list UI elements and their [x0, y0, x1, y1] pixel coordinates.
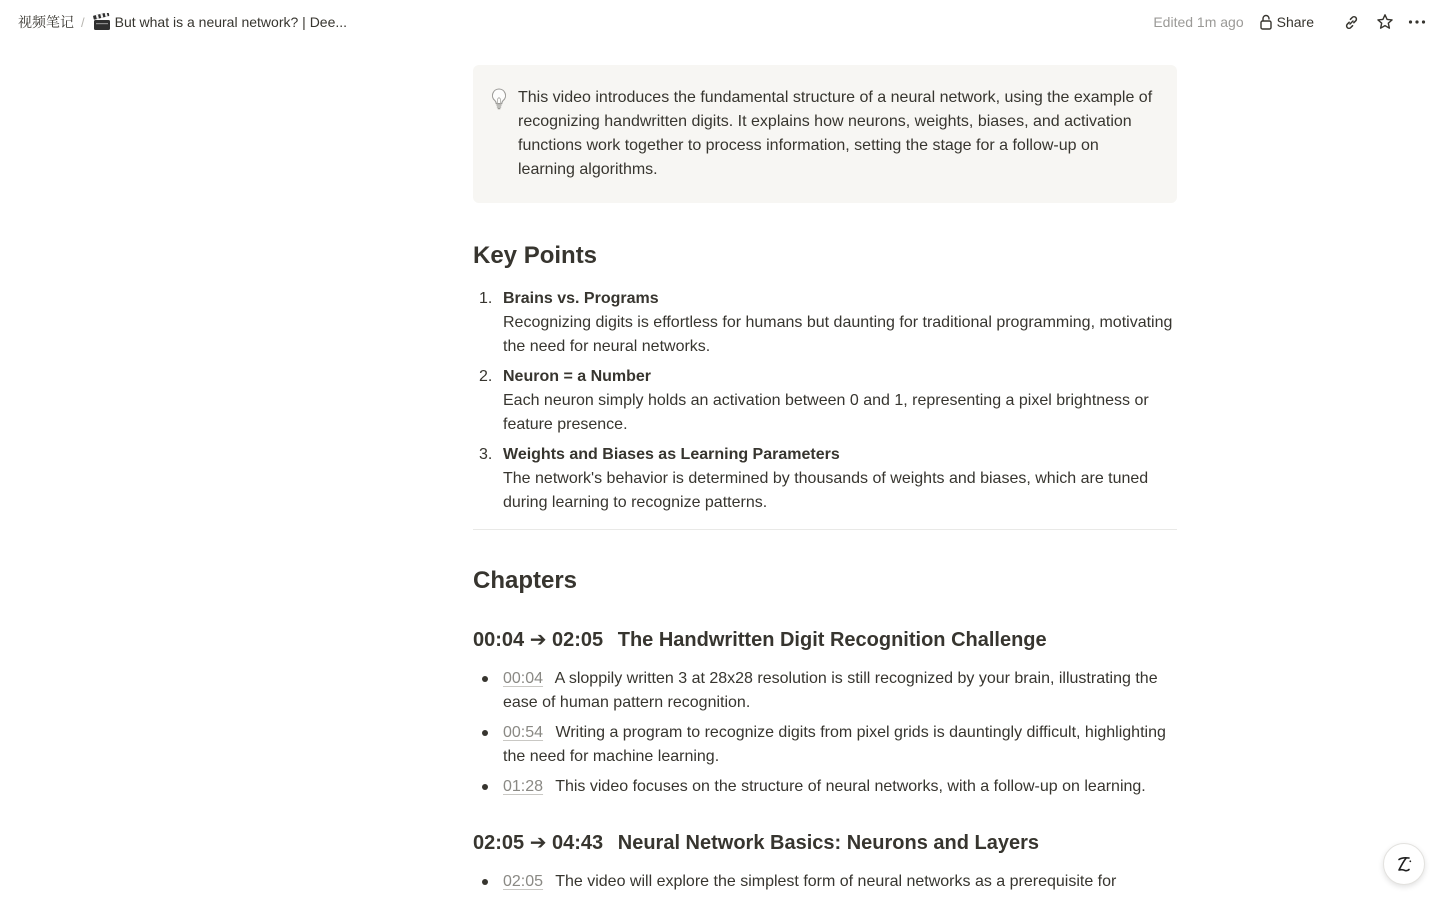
- key-point-title: Neuron = a Number: [503, 368, 652, 385]
- more-icon[interactable]: [1406, 11, 1428, 33]
- key-point-text: The network's behavior is determined by thousands of weights and biases, which are tuned during learning to recognize patterns.: [503, 470, 1149, 511]
- clapper-board-icon: [92, 13, 112, 31]
- list-item: [473, 775, 1177, 799]
- point-text: This video focuses on the structure of neural networks, with a follow-up on learning.: [555, 778, 1146, 795]
- bullet: [473, 870, 503, 894]
- chapter-heading: [473, 626, 1177, 654]
- timestamp-link[interactable]: 00:04: [503, 670, 544, 687]
- list-number: 2.: [479, 368, 493, 385]
- key-point-title: Brains vs. Programs: [503, 290, 659, 307]
- key-points-list: [473, 287, 1177, 515]
- lock-icon: [1260, 14, 1272, 30]
- bullet: [473, 775, 503, 799]
- ai-assistant-button[interactable]: [1383, 843, 1425, 885]
- list-number: 1.: [479, 290, 493, 307]
- ai-assistant-icon: [1393, 853, 1415, 875]
- star-icon[interactable]: [1374, 11, 1396, 33]
- key-points-heading: Key Points: [473, 242, 598, 269]
- breadcrumb-page-title: But what is a neural network? | Dee...: [114, 14, 348, 30]
- key-point-text: Recognizing digits is effortless for humans but daunting for traditional programming, motivating the need for neural networks.: [503, 314, 1173, 355]
- chapter-time-range: 00:04 ➔ 02:05: [473, 629, 604, 651]
- breadcrumb: [18, 12, 347, 32]
- key-point-text: Each neuron simply holds an activation between 0 and 1, representing a pixel brightness or feature presence.: [503, 392, 1149, 433]
- point-text: A sloppily written 3 at 28x28 resolution is still recognized by your brain, illustrating the ease of human pattern recognition.: [503, 670, 1158, 711]
- timestamp-link[interactable]: 02:05: [503, 873, 544, 890]
- chapter-time-range: 02:05 ➔ 04:43: [473, 832, 604, 854]
- chapter-title: Neural Network Basics: Neurons and Layers: [617, 832, 1040, 854]
- key-point-title: Weights and Biases as Learning Parameters: [503, 446, 840, 463]
- bullet: [473, 721, 503, 769]
- breadcrumb-current-page[interactable]: [92, 13, 347, 31]
- timestamp-link[interactable]: 01:28: [503, 778, 544, 795]
- point-text: Writing a program to recognize digits from pixel grids is dauntingly difficult, highlighting the need for machine learning.: [503, 724, 1166, 765]
- list-number: 3.: [479, 446, 493, 463]
- list-item: [473, 667, 1177, 715]
- page-content: [473, 65, 1177, 900]
- list-item: [473, 870, 1177, 894]
- edited-status: Edited 1m ago: [1153, 14, 1244, 30]
- list-item: [473, 721, 1177, 769]
- chapter-heading: [473, 829, 1177, 857]
- chapter-points: [473, 870, 1177, 894]
- breadcrumb-parent[interactable]: 视频笔记: [18, 14, 74, 30]
- divider: [473, 529, 1177, 530]
- share-label: Share: [1276, 14, 1314, 30]
- link-icon[interactable]: [1340, 11, 1362, 33]
- chapters-heading: Chapters: [473, 567, 578, 594]
- top-bar: [0, 0, 1440, 44]
- list-item: [473, 443, 1177, 515]
- lightbulb-icon: [490, 87, 508, 111]
- summary-callout: [473, 65, 1177, 203]
- breadcrumb-separator: /: [81, 14, 85, 30]
- timestamp-link[interactable]: 00:54: [503, 724, 544, 741]
- top-actions: [1153, 11, 1428, 33]
- chapter-points: [473, 667, 1177, 799]
- bullet: [473, 667, 503, 715]
- callout-text: This video introduces the fundamental structure of a neural network, using the example of recognizing handwritten digits. It explains how neurons, weights, biases, and activation functions work together to process information, setting the stage for a follow-up on learning algorithms.: [518, 89, 1153, 178]
- list-item: [473, 365, 1177, 437]
- list-item: [473, 287, 1177, 359]
- share-button[interactable]: [1260, 14, 1314, 30]
- chapter-title: The Handwritten Digit Recognition Challenge: [617, 629, 1047, 651]
- point-text: The video will explore the simplest form of neural networks as a prerequisite for: [555, 873, 1117, 890]
